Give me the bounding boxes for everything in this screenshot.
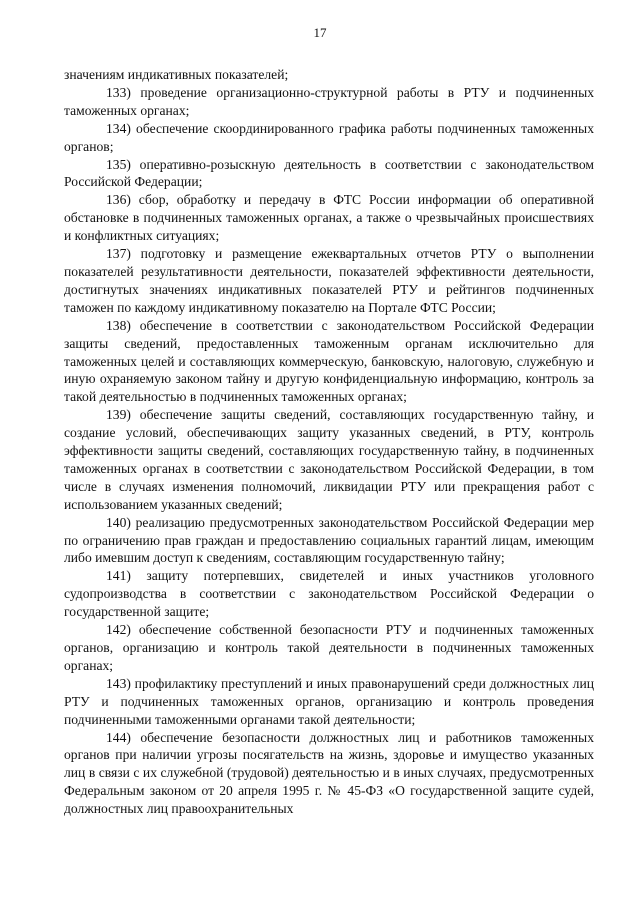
paragraph-item-143: 143) профилактику преступлений и иных правонарушений среди должностных лиц РТУ и подчиненных таможенных органов, организацию и контроль проведения подчиненными таможенными органами такой деятельности; <box>64 675 594 727</box>
paragraph-item-135: 135) оперативно-розыскную деятельность в соответствии с законодательством Российской Федерации; <box>64 156 594 190</box>
paragraph-continuation: значениям индикативных показателей; <box>64 67 289 82</box>
document-body <box>64 66 594 818</box>
page-number: 17 <box>313 25 327 40</box>
paragraph-item-138: 138) обеспечение в соответствии с законодательством Российской Федерации защиты сведений, предоставленных таможенным органам исключительно для таможенных целей и составляющих коммерческую, банковскую, налоговую, служебную и иную охраняемую законом тайну и другую конфиденциальную информацию, контроль за такой деятельностью в подчиненных таможенных органах; <box>64 317 594 405</box>
paragraph-item-141: 141) защиту потерпевших, свидетелей и иных участников уголовного судопроизводства в соответствии с законодательством Российской Федерации о государственной защите; <box>64 568 594 620</box>
paragraph-item-140: 140) реализацию предусмотренных законодательством Российской Федерации мер по ограничению прав граждан и предоставлению социальных гарантий лицам, имеющим либо имевшим доступ к сведениям, составляющим государственную тайну; <box>64 514 594 566</box>
paragraph-item-139: 139) обеспечение защиты сведений, составляющих государственную тайну, и создание условий, обеспечивающих защиту указанных сведений, в РТУ, контроль эффективности защиты сведений, составляющих государственную тайну, в подчиненных таможенных органах в соответствии с законодательством Российской Федерации, в том числе в случаях изменения полномочий, ликвидации РТУ или прекращения работ с использованием указанных сведений; <box>64 407 594 512</box>
paragraph-item-142: 142) обеспечение собственной безопасности РТУ и подчиненных таможенных органов, организацию и контроль такой деятельности в подчиненных таможенных органах; <box>64 622 594 673</box>
paragraph-item-144: 144) обеспечение безопасности должностных лиц и работников таможенных органов при наличии угрозы посягательств на жизнь, здоровье и имущество указанных лиц в связи с их служебной (трудовой) деятельностью и в иных случаях, предусмотренных Федеральным законом от 20 апреля 1995 г. № 45-ФЗ «О государственной защите судей, должностных лиц правоохранительных <box>64 729 594 817</box>
paragraph-item-134: 134) обеспечение скоординированного графика работы подчиненных таможенных органов; <box>64 120 594 154</box>
paragraph-item-136: 136) сбор, обработку и передачу в ФТС России информации об оперативной обстановке в подчиненных таможенных органах, а также о чрезвычайных происшествиях и конфликтных ситуациях; <box>64 192 594 244</box>
paragraph-item-133: 133) проведение организационно-структурной работы в РТУ и подчиненных таможенных органах; <box>64 84 594 118</box>
paragraph-item-137: 137) подготовку и размещение ежеквартальных отчетов РТУ о выполнении показателей результативности деятельности, показателей эффективности деятельности, достигнутых значениях индикативных показателей РТУ и рейтингов подчиненных таможен по каждому индикативному показателю на Портале ФТС России; <box>64 246 594 315</box>
